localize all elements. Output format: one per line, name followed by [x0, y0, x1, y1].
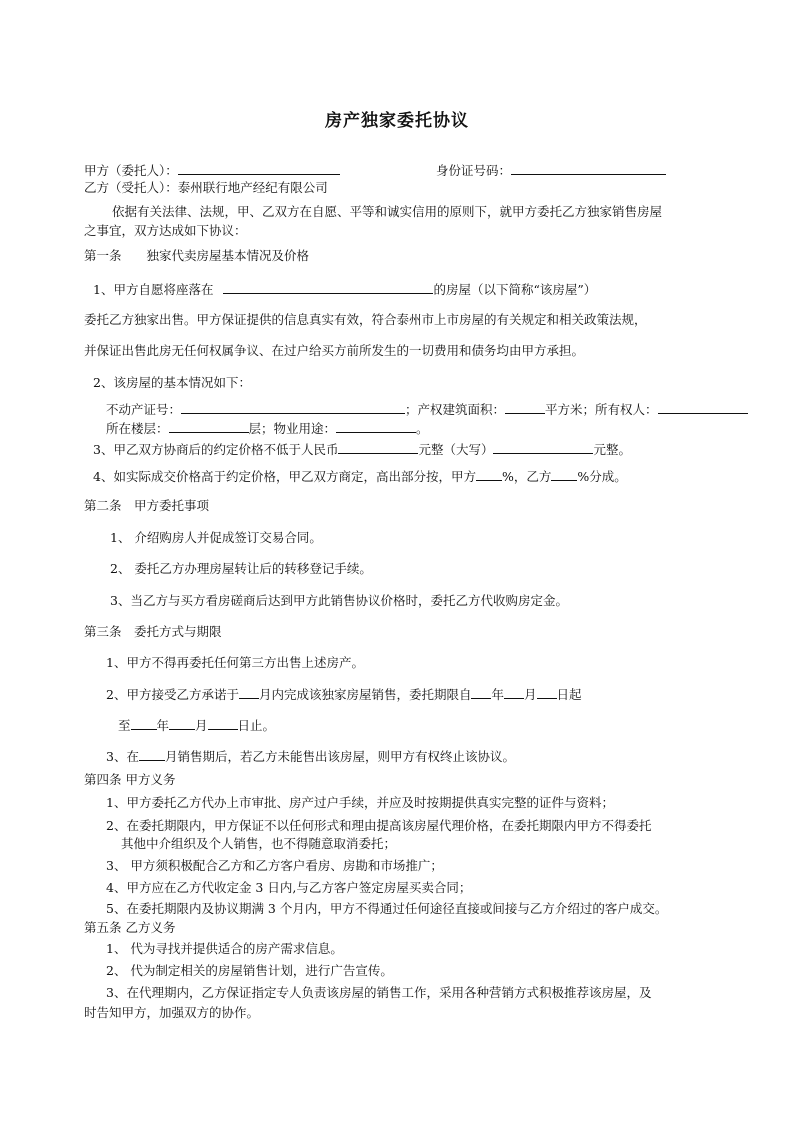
- party-a-label: 甲方（委托人）：: [84, 163, 178, 178]
- text: 。: [416, 421, 429, 436]
- text: 不动产证号：: [106, 402, 182, 417]
- text: 1、甲方自愿将座落在: [93, 282, 214, 297]
- a3-item-1: 1、甲方不得再委托任何第三方出售上述房产。: [106, 655, 364, 670]
- a1-item-1: [93, 281, 596, 298]
- text: %分成。: [577, 469, 627, 484]
- intro-line-2: 之事宜，双方达成如下协议：: [84, 223, 247, 238]
- price-blank[interactable]: [338, 441, 418, 454]
- party-b: 乙方（受托人）：泰州联行地产经纪有限公司: [84, 180, 328, 195]
- a4-item: 5、在委托期限内及协议期满 3 个月内，甲方不得通过任何途径直接或间接与乙方介绍过的客户成交。: [106, 901, 668, 916]
- a1-item-1-cont: 委托乙方独家出售。甲方保证提供的信息真实有效，符合泰州市上市房屋的有关规定和相关政策法规，: [84, 312, 647, 327]
- location-blank[interactable]: [223, 281, 433, 294]
- article-5-title: 第五条 乙方义务: [84, 920, 176, 935]
- a2-item: 1、 介绍购房人并促成签订交易合同。: [110, 530, 322, 545]
- party-a-line: [84, 162, 340, 179]
- text: 3、在: [106, 749, 139, 764]
- a1-item-2: 2、该房屋的基本情况如下：: [93, 375, 251, 390]
- article-3-title: 第三条 委托方式与期限: [84, 624, 222, 639]
- text: 月销售期后，若乙方未能售出该房屋，则甲方有权终止该协议。: [164, 749, 515, 764]
- a3-item-2: [106, 686, 582, 703]
- a4-item: 3、 甲方须积极配合乙方和乙方客户看房、房勘和市场推广；: [106, 858, 443, 873]
- text: 月: [195, 718, 208, 733]
- article-1-title: 第一条 独家代卖房屋基本情况及价格: [84, 248, 310, 263]
- intro-line-1: 依据有关法律、法规，甲、乙双方在自愿、平等和诚实信用的原则下，就甲方委托乙方独家销售房屋: [112, 204, 663, 219]
- text: 月内完成该独家房屋销售，委托期限自: [258, 687, 472, 702]
- a1-item-2-line1: [106, 401, 748, 418]
- text: 平方米；所有权人：: [545, 402, 658, 417]
- text: 4、如实际成交价格高于约定价格，甲乙双方商定，高出部分按，甲方: [93, 469, 476, 484]
- a4-item-cont: 其他中介组织及个人销售，也不得随意取消委托；: [121, 836, 397, 851]
- party-a-percent-blank[interactable]: [476, 468, 502, 481]
- start-year-blank[interactable]: [471, 686, 491, 699]
- sale-period-blank[interactable]: [139, 748, 165, 761]
- a1-item-3: [93, 441, 631, 458]
- article-2-title: 第二条 甲方委托事项: [84, 498, 210, 513]
- a5-item: 3、在代理期内，乙方保证指定专人负责该房屋的销售工作，采用各种营销方式积极推荐该房屋，及: [106, 985, 652, 1000]
- end-month-blank[interactable]: [169, 717, 195, 730]
- a5-item-cont: 时告知甲方，加强双方的协作。: [84, 1005, 260, 1020]
- area-blank[interactable]: [505, 401, 545, 414]
- id-line: [436, 162, 666, 179]
- text: 层；物业用途：: [248, 421, 337, 436]
- owner-blank[interactable]: [658, 401, 748, 414]
- id-label: 身份证号码：: [436, 163, 512, 178]
- months-blank[interactable]: [239, 686, 259, 699]
- a4-item: 2、在委托期限内，甲方保证不以任何形式和理由提高该房屋代理价格，在委托期限内甲方不得委托: [106, 818, 652, 833]
- text: 年: [491, 687, 504, 702]
- text: 元整。: [593, 442, 631, 457]
- text: 所在楼层：: [106, 421, 169, 436]
- text: 2、甲方接受乙方承诺于: [106, 687, 239, 702]
- text: 日止。: [237, 718, 276, 733]
- text: %，乙方: [501, 469, 552, 484]
- a1-item-4: [93, 468, 627, 485]
- a3-item-3: [106, 748, 515, 765]
- party-b-percent-blank[interactable]: [551, 468, 577, 481]
- end-year-blank[interactable]: [131, 717, 157, 730]
- id-blank[interactable]: [511, 162, 666, 175]
- text: 至: [118, 718, 131, 733]
- a2-item: 2、 委托乙方办理房屋转让后的转移登记手续。: [110, 561, 372, 576]
- cert-number-blank[interactable]: [181, 401, 405, 414]
- article-4-title: 第四条 甲方义务: [84, 772, 176, 787]
- a1-item-1-cont2: 并保证出售此房无任何权属争议、在过户给买方前所发生的一切费用和债务均由甲方承担。: [84, 343, 585, 358]
- text: 日起: [556, 687, 582, 702]
- start-day-blank[interactable]: [537, 686, 557, 699]
- start-month-blank[interactable]: [504, 686, 524, 699]
- a2-item: 3、当乙方与买方看房磋商后达到甲方此销售协议价格时，委托乙方代收购房定金。: [110, 593, 568, 608]
- a4-item: 1、甲方委托乙方代办上市审批、房产过户手续，并应及时按期提供真实完整的证件与资料；: [106, 795, 614, 810]
- text: ；产权建筑面积：: [405, 402, 506, 417]
- party-a-blank[interactable]: [178, 162, 340, 175]
- text: 年: [156, 718, 170, 733]
- a4-item: 4、甲方应在乙方代收定金 3 日内,与乙方客户签定房屋买卖合同；: [106, 880, 472, 895]
- a1-item-2-line2: [106, 420, 429, 437]
- floor-blank[interactable]: [169, 420, 249, 433]
- price-words-blank[interactable]: [493, 441, 593, 454]
- text: 的房屋（以下简称“该房屋”）: [433, 282, 597, 297]
- document-title: 房产独家委托协议: [325, 111, 469, 131]
- text: 3、甲乙双方协商后的约定价格不低于人民币: [93, 442, 339, 457]
- a5-item: 2、 代为制定相关的房屋销售计划，进行广告宣传。: [106, 963, 393, 978]
- text: 月: [524, 687, 537, 702]
- end-day-blank[interactable]: [208, 717, 238, 730]
- a3-item-2-cont: [118, 717, 275, 734]
- a5-item: 1、 代为寻找并提供适合的房产需求信息。: [106, 941, 343, 956]
- text: 元整（大写）: [418, 442, 494, 457]
- usage-blank[interactable]: [336, 420, 416, 433]
